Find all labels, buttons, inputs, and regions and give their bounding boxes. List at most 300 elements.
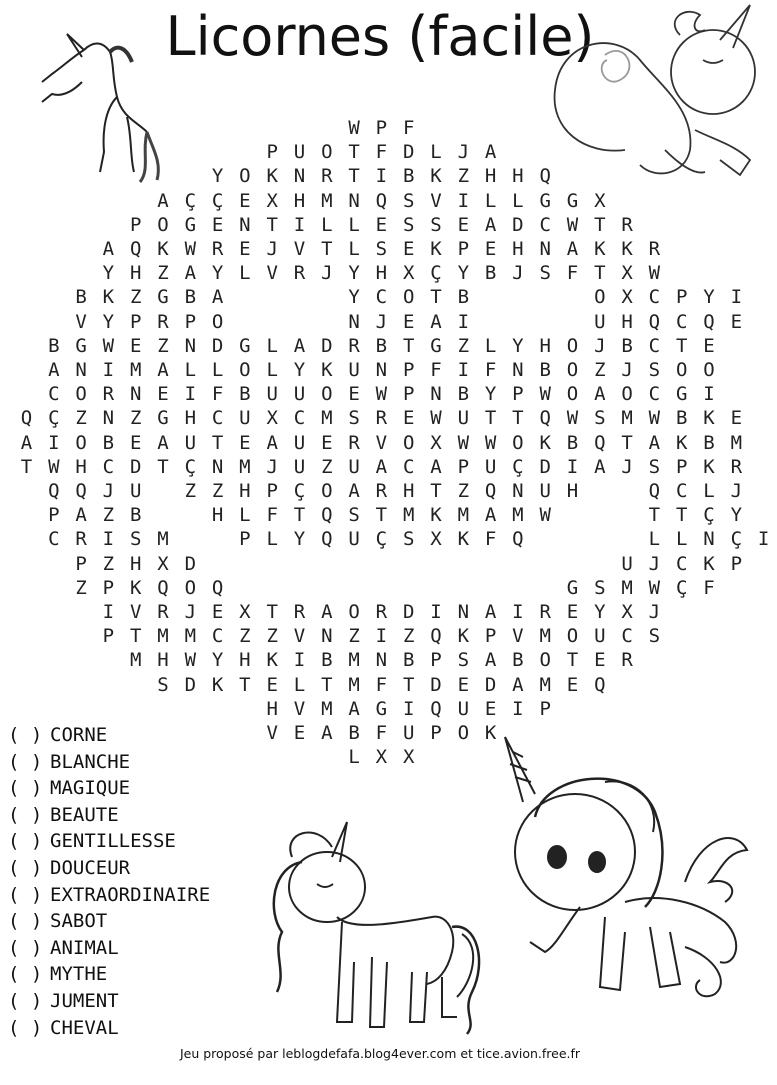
grid-letter: Q (211, 576, 224, 599)
grid-letter: I (293, 649, 306, 672)
grid-letter: T (129, 625, 142, 648)
grid-letter: N (129, 383, 142, 406)
grid-letter: T (430, 480, 442, 502)
grid-letter: A (648, 431, 661, 454)
word-label: CORNE (50, 724, 108, 746)
grid-letter: L (348, 238, 360, 260)
grid-row (0, 527, 770, 551)
grid-letter: J (457, 141, 470, 164)
grid-letter: B (321, 649, 333, 672)
grid-letter: D (430, 673, 442, 696)
grid-letter: C (675, 480, 688, 502)
word-label: EXTRAORDINAIRE (50, 883, 211, 906)
grid-row (0, 552, 760, 576)
grid-letter: H (266, 697, 278, 720)
grid-letter: I (730, 286, 743, 309)
grid-letter: I (102, 528, 115, 551)
grid-letter: Q (539, 165, 551, 188)
grid-letter: W (48, 455, 60, 478)
sleeping-unicorn-illustration (545, 0, 760, 185)
grid-letter: O (594, 286, 606, 309)
grid-letter: P (75, 552, 87, 575)
grid-row (0, 600, 760, 624)
grid-letter: I (48, 431, 60, 454)
grid-letter: T (594, 262, 606, 285)
grid-letter: G (539, 189, 551, 212)
grid-letter: S (430, 213, 442, 236)
grid-letter: H (157, 649, 169, 672)
grid-letter: F (375, 722, 388, 744)
grid-letter: K (703, 455, 715, 478)
grid-letter: K (129, 576, 142, 599)
grid-letter: P (484, 625, 497, 648)
grid-letter: Y (211, 262, 224, 285)
grid-letter: S (348, 407, 360, 430)
grid-letter: E (293, 722, 306, 744)
word-checkbox[interactable]: ( ) (8, 724, 43, 746)
grid-letter: L (512, 189, 524, 212)
grid-letter: R (293, 601, 306, 623)
grid-letter: Q (648, 310, 661, 333)
grid-letter: K (594, 238, 606, 260)
grid-letter: P (675, 286, 688, 309)
grid-letter: E (484, 238, 497, 260)
grid-letter: Y (730, 504, 743, 527)
grid-letter: K (430, 238, 442, 260)
grid-letter: O (75, 383, 87, 406)
grid-letter: M (157, 528, 169, 551)
word-checkbox[interactable]: ( ) (8, 989, 43, 1012)
grid-letter: F (375, 141, 388, 164)
grid-letter: W (648, 407, 661, 430)
grid-letter: U (239, 407, 251, 430)
grid-letter: D (484, 673, 497, 696)
grid-letter: U (594, 310, 606, 333)
grid-letter: W (648, 262, 661, 285)
grid-letter: O (348, 601, 360, 623)
grid-letter: S (402, 528, 415, 551)
grid-letter: T (20, 455, 33, 478)
grid-letter: E (239, 189, 251, 212)
grid-letter: J (594, 334, 606, 357)
grid-letter: C (675, 310, 688, 333)
grid-letter: Z (348, 625, 360, 648)
grid-letter: F (375, 673, 388, 696)
grid-letter: E (594, 649, 606, 672)
grid-letter: P (512, 383, 524, 406)
grid-letter: N (457, 601, 470, 623)
grid-letter: R (75, 528, 87, 551)
grid-letter: L (430, 141, 442, 164)
grid-letter: C (48, 528, 60, 551)
grid-letter: M (457, 504, 470, 527)
grid-letter: W (566, 213, 579, 236)
grid-letter: Q (75, 480, 87, 502)
grid-letter: T (266, 601, 278, 623)
grid-letter: Z (75, 576, 87, 599)
grid-letter: Z (457, 165, 470, 188)
grid-letter: T (321, 238, 333, 260)
word-checkbox[interactable]: ( ) (8, 803, 43, 826)
grid-letter: I (375, 625, 388, 648)
grid-letter: K (484, 722, 497, 744)
word-checkbox[interactable]: ( ) (8, 830, 43, 853)
grid-letter: U (348, 359, 360, 381)
grid-letter: K (430, 504, 442, 527)
grid-letter: T (266, 213, 278, 236)
grid-letter: B (457, 286, 470, 309)
grid-letter: T (321, 673, 333, 696)
grid-letter: Q (20, 407, 33, 430)
grid-letter: B (402, 649, 415, 672)
grid-letter: B (375, 334, 388, 357)
grid-row (0, 285, 760, 309)
grid-letter: G (566, 189, 579, 212)
grid-letter: L (184, 359, 197, 381)
grid-letter: T (157, 455, 169, 478)
grid-letter: X (239, 601, 251, 623)
grid-letter: E (321, 431, 333, 454)
word-checkbox[interactable]: ( ) (8, 910, 43, 933)
grid-letter: C (675, 552, 688, 575)
word-checkbox[interactable]: ( ) (8, 883, 43, 906)
grid-letter: W (184, 649, 197, 672)
grid-letter: A (321, 601, 333, 623)
grid-row (0, 455, 760, 479)
grid-letter: T (675, 504, 688, 527)
grid-row (0, 697, 760, 721)
grid-letter: T (621, 431, 633, 454)
grid-letter: N (539, 238, 551, 260)
grid-letter: A (184, 262, 197, 285)
grid-letter: A (48, 359, 60, 381)
grid-letter: C (621, 625, 633, 648)
grid-letter: O (239, 359, 251, 381)
grid-letter: K (266, 649, 278, 672)
grid-letter: I (512, 697, 524, 720)
grid-letter: U (293, 431, 306, 454)
grid-letter: Z (157, 334, 169, 357)
word-list-item (8, 802, 210, 829)
grid-letter: B (457, 383, 470, 406)
grid-letter: R (375, 601, 388, 623)
grid-letter: E (211, 601, 224, 623)
grid-letter: P (48, 504, 60, 527)
grid-letter: V (266, 722, 278, 744)
grid-letter: N (211, 455, 224, 478)
grid-row (0, 237, 760, 261)
grid-letter: H (293, 189, 306, 212)
grid-letter: R (621, 213, 633, 236)
grid-letter: O (566, 359, 579, 381)
grid-letter: M (539, 673, 551, 696)
grid-letter: Z (402, 625, 415, 648)
grid-letter: O (566, 383, 579, 406)
grid-letter: J (184, 601, 197, 623)
grid-letter: T (594, 213, 606, 236)
grid-letter: M (621, 576, 633, 599)
grid-letter: Z (594, 359, 606, 381)
grid-letter: Y (293, 528, 306, 551)
grid-letter: C (375, 286, 388, 309)
grid-letter: V (266, 262, 278, 285)
grid-letter: W (648, 576, 661, 599)
grid-letter: U (457, 697, 470, 720)
grid-letter: B (703, 431, 715, 454)
grid-letter: U (129, 480, 142, 502)
grid-letter: P (184, 310, 197, 333)
word-checkbox[interactable]: ( ) (8, 777, 43, 800)
grid-letter: B (566, 431, 579, 454)
grid-letter: R (211, 238, 224, 260)
grid-letter: E (239, 238, 251, 260)
grid-letter: G (375, 697, 388, 720)
grid-letter: K (430, 165, 442, 188)
grid-letter: F (484, 528, 497, 551)
grid-letter: N (375, 649, 388, 672)
grid-letter: M (402, 504, 415, 527)
grid-letter: W (348, 117, 360, 139)
grid-letter: R (321, 165, 333, 188)
grid-letter: F (566, 262, 579, 285)
grid-letter: T (566, 649, 579, 672)
grid-letter: H (129, 552, 142, 575)
grid-letter: B (348, 722, 360, 744)
grid-letter: U (621, 552, 633, 575)
grid-letter: E (457, 673, 470, 696)
grid-letter: M (184, 625, 197, 648)
grid-letter: Q (484, 480, 497, 502)
grid-letter: O (566, 334, 579, 357)
grid-letter: A (348, 480, 360, 502)
grid-letter: P (539, 697, 551, 720)
grid-letter: K (703, 552, 715, 575)
grid-letter: X (621, 262, 633, 285)
grid-letter: N (703, 528, 715, 551)
grid-letter: N (430, 383, 442, 406)
grid-letter: K (266, 165, 278, 188)
grid-letter: E (703, 334, 715, 357)
page-title: Licornes (facile) (165, 5, 595, 68)
grid-letter: E (129, 431, 142, 454)
grid-letter: N (321, 625, 333, 648)
grid-letter: C (648, 334, 661, 357)
grid-letter: U (293, 383, 306, 406)
grid-letter: K (539, 431, 551, 454)
grid-letter: E (266, 673, 278, 696)
grid-row (0, 310, 760, 334)
grid-letter: B (539, 359, 551, 381)
grid-letter: W (539, 504, 551, 527)
grid-letter: V (430, 189, 442, 212)
grid-letter: U (594, 625, 606, 648)
grid-letter: A (430, 310, 442, 333)
grid-letter: S (402, 213, 415, 236)
grid-letter: O (321, 383, 333, 406)
grid-letter: Y (348, 286, 360, 309)
grid-letter: A (484, 649, 497, 672)
grid-letter: O (566, 625, 579, 648)
grid-letter: N (512, 359, 524, 381)
grid-letter: M (621, 407, 633, 430)
grid-letter: E (566, 673, 579, 696)
grid-letter: L (266, 334, 278, 357)
grid-letter: I (184, 383, 197, 406)
grid-letter: S (375, 238, 388, 260)
grid-letter: H (211, 504, 224, 527)
grid-letter: W (484, 431, 497, 454)
grid-letter: N (239, 213, 251, 236)
grid-letter: J (621, 455, 633, 478)
grid-letter: J (730, 480, 743, 502)
grid-letter: P (266, 480, 278, 502)
grid-letter: S (594, 576, 606, 599)
grid-letter: Ç (184, 455, 197, 478)
grid-letter: R (348, 334, 360, 357)
grid-letter: C (402, 455, 415, 478)
word-checkbox[interactable]: ( ) (8, 1016, 43, 1039)
grid-letter: A (102, 238, 115, 260)
grid-letter: Q (594, 431, 606, 454)
grid-letter: H (566, 480, 579, 502)
grid-letter: L (348, 746, 360, 769)
word-checkbox[interactable]: ( ) (8, 936, 43, 959)
grid-letter: W (566, 407, 579, 430)
grid-letter: Z (184, 480, 197, 502)
grid-letter: H (75, 455, 87, 478)
grid-letter: P (375, 117, 388, 139)
grid-letter: A (484, 141, 497, 164)
grid-letter: D (184, 673, 197, 696)
grid-letter: G (157, 286, 169, 309)
grid-letter: V (129, 601, 142, 623)
grid-letter: V (293, 238, 306, 260)
grid-letter: R (348, 431, 360, 454)
grid-letter: U (348, 528, 360, 551)
grid-letter: J (321, 262, 333, 285)
grid-letter: U (293, 455, 306, 478)
grid-letter: P (239, 528, 251, 551)
grid-letter: K (102, 286, 115, 309)
grid-letter: Y (484, 383, 497, 406)
grid-letter: Q (648, 480, 661, 502)
grid-letter: Y (703, 286, 715, 309)
grid-letter: C (102, 455, 115, 478)
grid-row (0, 358, 760, 382)
grid-letter: C (211, 407, 224, 430)
grid-letter: T (675, 334, 688, 357)
word-label: MYTHE (50, 963, 108, 986)
grid-letter: X (266, 407, 278, 430)
grid-letter: A (348, 697, 360, 720)
grid-letter: Z (321, 455, 333, 478)
grid-letter: T (430, 286, 442, 309)
grid-letter: Ç (375, 528, 388, 551)
grid-letter: T (239, 673, 251, 696)
grid-letter: Y (594, 601, 606, 623)
grid-letter: P (675, 455, 688, 478)
grid-letter: O (321, 480, 333, 502)
word-checkbox[interactable]: ( ) (8, 856, 43, 879)
grid-letter: A (20, 431, 33, 454)
grid-letter: O (211, 310, 224, 333)
grid-letter: X (430, 528, 442, 551)
grid-letter: L (211, 359, 224, 381)
grid-letter: O (457, 722, 470, 744)
grid-letter: Q (129, 238, 142, 260)
grid-letter: E (402, 310, 415, 333)
word-list-item (8, 908, 210, 935)
word-label: ANIMAL (50, 936, 119, 959)
grid-letter: N (512, 480, 524, 502)
grid-letter: A (157, 359, 169, 381)
grid-letter: H (239, 480, 251, 502)
grid-letter: Z (102, 552, 115, 575)
word-list-item (8, 1015, 210, 1042)
grid-letter: H (184, 407, 197, 430)
grid-letter: Q (321, 504, 333, 527)
grid-letter: E (566, 601, 579, 623)
grid-row (0, 576, 760, 600)
grid-letter: Q (539, 407, 551, 430)
grid-letter: C (293, 407, 306, 430)
grid-letter: F (402, 117, 415, 139)
grid-letter: B (484, 262, 497, 285)
grid-letter: P (430, 722, 442, 744)
standing-unicorn-illustration (262, 822, 487, 1040)
grid-letter: X (402, 746, 415, 769)
grid-letter: O (539, 649, 551, 672)
grid-letter: T (375, 504, 388, 527)
grid-letter: V (293, 697, 306, 720)
grid-letter: P (102, 576, 115, 599)
grid-letter: U (266, 383, 278, 406)
grid-letter: Z (266, 625, 278, 648)
grid-letter: T (348, 141, 360, 164)
grid-letter: Ç (211, 189, 224, 212)
grid-letter: G (566, 576, 579, 599)
grid-letter: T (512, 407, 524, 430)
grid-letter: D (211, 334, 224, 357)
grid-letter: Z (457, 480, 470, 502)
word-checkbox[interactable]: ( ) (8, 963, 43, 986)
grid-letter: R (157, 310, 169, 333)
grid-letter: B (675, 407, 688, 430)
grid-letter: S (648, 625, 661, 648)
grid-letter: E (402, 407, 415, 430)
grid-letter: K (457, 528, 470, 551)
grid-letter: Q (321, 528, 333, 551)
grid-letter: P (129, 310, 142, 333)
grid-letter: P (730, 552, 743, 575)
grid-letter: M (321, 697, 333, 720)
grid-letter: K (675, 431, 688, 454)
grid-letter: D (184, 552, 197, 575)
grid-letter: O (75, 431, 87, 454)
grid-letter: Q (430, 625, 442, 648)
grid-letter: Q (703, 310, 715, 333)
grid-letter: Ç (730, 528, 743, 551)
grid-letter: U (184, 431, 197, 454)
grid-letter: U (484, 455, 497, 478)
grid-letter: V (75, 310, 87, 333)
grid-row (0, 648, 760, 672)
grid-letter: A (293, 334, 306, 357)
grid-letter: E (129, 334, 142, 357)
grid-letter: J (621, 359, 633, 381)
grid-letter: P (402, 383, 415, 406)
word-checkbox[interactable]: ( ) (8, 750, 43, 773)
